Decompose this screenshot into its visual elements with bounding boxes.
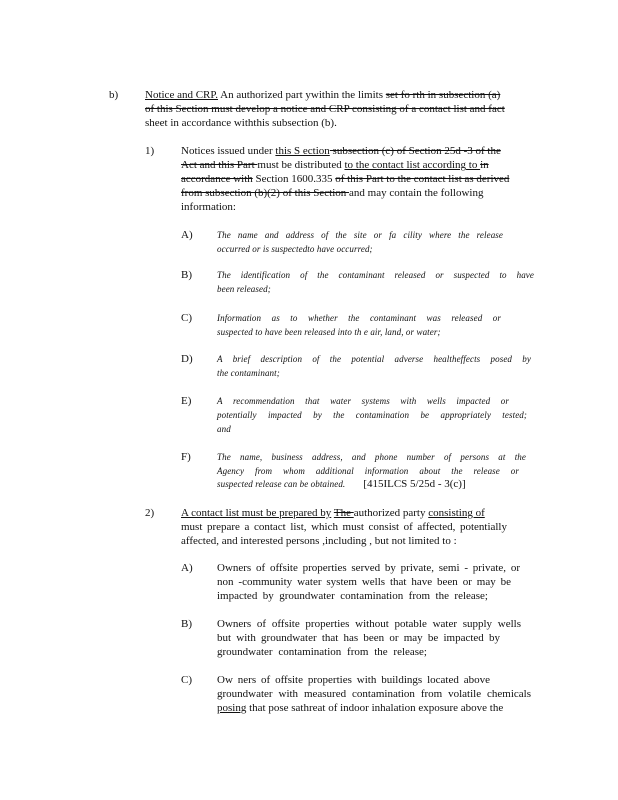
item-1-l3-text: Section 1600.335	[252, 173, 336, 185]
section-b-line1-struck: set fo rth in subsection (a)	[385, 89, 501, 101]
item-2a-line-3: impacted by groundwater contamination from the release;	[217, 590, 488, 602]
item-2-l1-struck: The	[333, 507, 354, 519]
item-1d-line-2: the contaminant;	[217, 368, 280, 378]
item-1c-line-2: suspected to have been released into th e air, land, or water;	[217, 327, 441, 337]
item-2c-label: C)	[181, 674, 192, 686]
item-2-l1-text: authorized party	[353, 507, 429, 519]
item-1-l2-to: to	[466, 159, 481, 171]
item-1b-line-2: been released;	[217, 284, 271, 294]
statute-citation: [415ILCS 5/25d - 3(c)]	[363, 478, 466, 490]
item-2c-l3-inserted: posing	[217, 702, 247, 714]
item-1-line-2	[181, 159, 489, 172]
item-1-l3-struck: accordance with	[181, 173, 253, 185]
item-1-l2-struck-2: in	[480, 159, 489, 171]
item-1-l4-text: and may contain the following	[349, 187, 484, 199]
item-1-l2-text: must be distributed	[257, 159, 345, 171]
item-2-l1-inserted-2: consisting of	[428, 507, 485, 519]
item-1f-line-2: Agency from whom additional information about the release or	[217, 466, 519, 476]
item-1-l1-text: Notices issued under	[181, 145, 276, 157]
item-1-line-1	[181, 145, 501, 158]
item-1-l3-struck-2: of this Part to the contact list as derived	[335, 173, 510, 185]
item-1e-line-1: A recommendation that water systems with wells impacted or	[217, 396, 509, 406]
item-2-line-2: must prepare a contact list, which must consist of affected, potentially	[181, 521, 507, 533]
item-2a-line-2: non -community water system wells that have been or may be	[217, 576, 511, 588]
item-1c-label: C)	[181, 312, 192, 324]
item-1b-line-1: The identification of the contaminant released or suspected to have	[217, 270, 534, 280]
item-1-line-3	[181, 173, 509, 186]
section-b-line1-text: An authorized part ywithin the limits	[218, 89, 386, 101]
item-2a-label: A)	[181, 562, 193, 574]
item-1-l4-struck: from subsection (b)(2) of this Section	[181, 187, 350, 199]
item-1f-line-3-text: suspected release can be obtained.	[217, 479, 346, 489]
item-1a-line-1: The name and address of the site or fa cility where the release	[217, 230, 503, 240]
item-1b-label: B)	[181, 269, 192, 281]
section-b-line-1	[145, 89, 500, 102]
item-2c-line-1: Ow ners of offsite properties with buildings located above	[217, 674, 490, 686]
item-1-line-5: information:	[181, 201, 236, 213]
item-1f-line-3	[217, 478, 466, 491]
item-1f-line-1: The name, business address, and phone number of persons at the	[217, 452, 526, 462]
item-2c-line-2: groundwater with measured contamination from volatile chemicals	[217, 688, 531, 700]
item-1e-line-3: and	[217, 424, 231, 434]
section-b-label: b)	[109, 89, 119, 101]
item-2a-line-1: Owners of offsite properties served by private, semi - private, or	[217, 562, 520, 574]
section-b-line-2: of this Section must develop a notice and CRP consisting of a contact list and fact	[145, 103, 505, 115]
item-1a-label: A)	[181, 229, 193, 241]
item-2c-l3-text: that pose sathreat of indoor inhalation exposure above the	[246, 702, 504, 714]
item-2-line-3: affected, and interested persons ,including , but not limited to :	[181, 535, 457, 547]
item-2b-line-2: but with groundwater that has been or may be impacted by	[217, 632, 500, 644]
item-2-line-1	[181, 507, 485, 520]
item-2c-line-3	[217, 702, 503, 715]
item-1-l1-struck: subsection (c) of Section 25d -3 of the	[329, 145, 501, 157]
item-1-l2-struck: Act and this Part	[181, 159, 258, 171]
item-1d-label: D)	[181, 353, 193, 365]
section-b-line-3: sheet in accordance withthis subsection (b).	[145, 117, 337, 129]
item-1e-line-2: potentially impacted by the contamination be appropriately tested;	[217, 410, 527, 420]
item-2-label: 2)	[145, 507, 155, 519]
item-1-label: 1)	[145, 145, 155, 157]
item-1a-line-2: occurred or is suspectedto have occurred;	[217, 244, 373, 254]
item-1-l2-inserted: to the contact list according	[344, 159, 467, 171]
item-1c-line-1: Information as to whether the contaminant was released or	[217, 313, 501, 323]
item-2-l1-inserted: A contact list must be prepared by	[181, 507, 332, 519]
item-2b-line-3: groundwater contamination from the release;	[217, 646, 427, 658]
section-b-title: Notice and CRP.	[145, 89, 219, 101]
item-1-line-4	[181, 187, 483, 200]
item-2b-line-1: Owners of offsite properties without potable water supply wells	[217, 618, 521, 630]
item-1d-line-1: A brief description of the potential adverse healtheffects posed by	[217, 354, 531, 364]
item-2b-label: B)	[181, 618, 192, 630]
item-1e-label: E)	[181, 395, 192, 407]
item-1f-label: F)	[181, 451, 191, 463]
item-1-l1-inserted: this S ection	[275, 145, 330, 157]
